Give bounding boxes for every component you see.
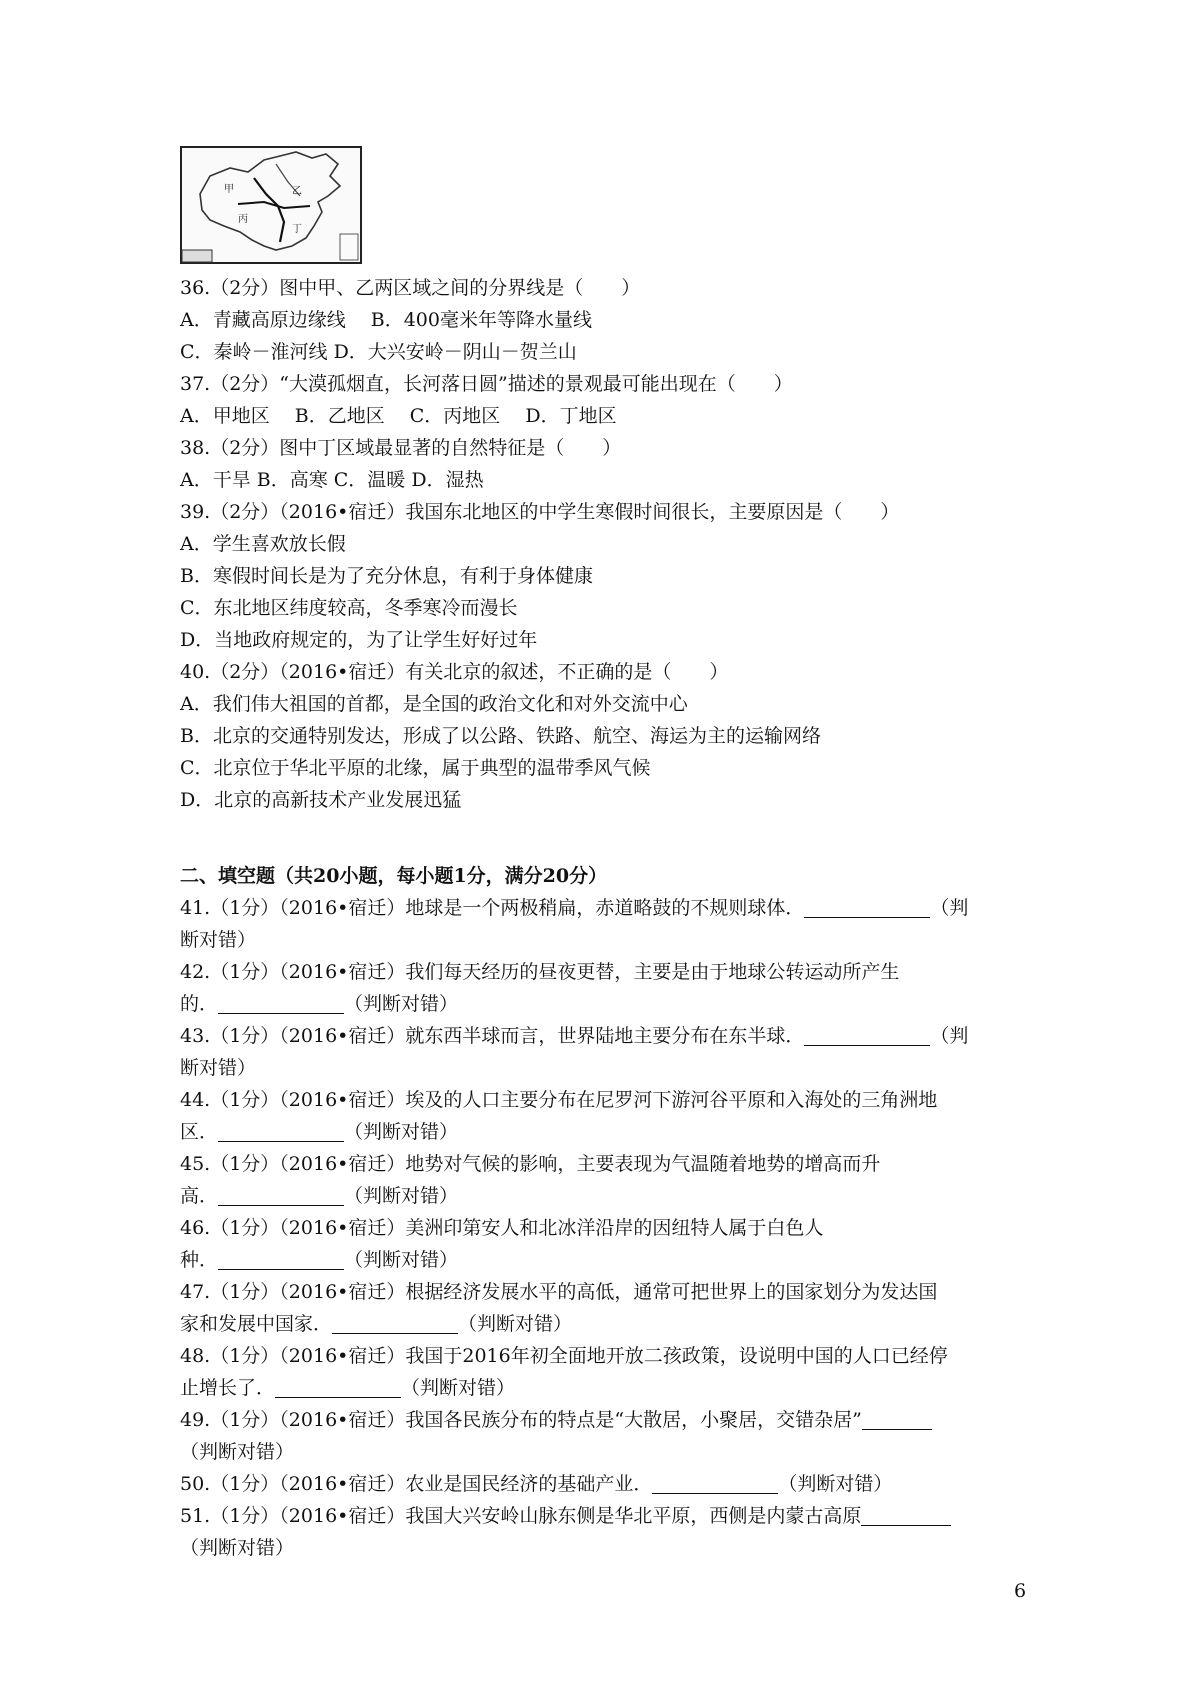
question-50-suffix: （判断对错） [778,1473,893,1495]
question-content [180,272,1030,1564]
question-44-line-1: 44.（1分）（2016•宿迁）埃及的人口主要分布在尼罗河下游河谷平原和入海处的三角洲地 [180,1089,938,1111]
question-51-line-1 [180,1500,1030,1532]
question-36-options-ab: A．青藏高原边缘线 B．400毫米年等降水量线 [180,309,592,331]
question-43-line-1 [180,1020,1030,1052]
question-48-text: 止增长了． [180,1377,276,1399]
question-37-stem: 37.（2分）“大漠孤烟直，长河落日圆”描述的景观最可能出现在（ ） [180,373,793,395]
question-45-suffix: （判断对错） [344,1185,459,1207]
question-46-line-1: 46.（1分）（2016•宿迁）美洲印第安人和北冰洋沿岸的因纽特人属于白色人 [180,1217,824,1239]
question-43-line-2: 断对错） [180,1057,257,1079]
china-regions-map [180,146,362,264]
question-45-line-2 [180,1180,1030,1212]
question-44-line-2 [180,1116,1030,1148]
question-40-option-a: A．我们伟大祖国的首都，是全国的政治文化和对外交流中心 [180,693,688,715]
question-48-line-2 [180,1372,1030,1404]
page-number: 6 [1014,1580,1027,1602]
question-39-option-c: C．东北地区纬度较高，冬季寒冷而漫长 [180,597,518,619]
question-51-text: 51.（1分）（2016•宿迁）我国大兴安岭山脉东侧是华北平原，西侧是内蒙古高原 [180,1505,862,1527]
question-44-answer-blank[interactable] [218,1121,344,1142]
question-41-line-2: 断对错） [180,929,257,951]
question-41-text: 41.（1分）（2016•宿迁）地球是一个两极稍扁，赤道略鼓的不规则球体． [180,897,805,919]
question-47-line-1: 47.（1分）（2016•宿迁）根据经济发展水平的高低，通常可把世界上的国家划分为发达国 [180,1281,938,1303]
question-40-stem: 40.（2分）（2016•宿迁）有关北京的叙述，不正确的是（ ） [180,661,729,683]
question-42-line-1: 42.（1分）（2016•宿迁）我们每天经历的昼夜更替，主要是由于地球公转运动所产生 [180,961,900,983]
question-39-option-b: B．寒假时间长是为了充分休息，有利于身体健康 [180,565,593,587]
question-40-option-b: B．北京的交通特别发达，形成了以公路、铁路、航空、海运为主的运输网络 [180,725,821,747]
question-39-option-d: D．当地政府规定的，为了让学生好好过年 [180,629,538,651]
question-40-option-d: D．北京的高新技术产业发展迅猛 [180,789,462,811]
question-44-suffix: （判断对错） [344,1121,459,1143]
question-36-options-cd: C．秦岭－淮河线 D．大兴安岭－阴山－贺兰山 [180,341,577,363]
question-37-options: A．甲地区 B．乙地区 C．丙地区 D．丁地区 [180,405,617,427]
question-46-line-2 [180,1244,1030,1276]
question-42-answer-blank[interactable] [218,993,344,1014]
question-47-text: 家和发展中国家． [180,1313,333,1335]
question-50-text: 50.（1分）（2016•宿迁）农业是国民经济的基础产业． [180,1473,653,1495]
question-39-stem: 39.（2分）（2016•宿迁）我国东北地区的中学生寒假时间很长，主要原因是（ ） [180,501,900,523]
question-43-suffix: （判 [930,1025,969,1047]
map-label-yi: 乙 [292,186,302,197]
map-label-bing: 丙 [238,214,248,225]
question-39-option-a: A．学生喜欢放长假 [180,533,346,555]
question-41-answer-blank[interactable] [804,897,930,918]
question-38-stem: 38.（2分）图中丁区域最显著的自然特征是（ ） [180,437,622,459]
question-40-option-c: C．北京位于华北平原的北缘，属于典型的温带季风气候 [180,757,651,779]
question-42-line-2 [180,988,1030,1020]
question-49-line-2: （判断对错） [180,1441,295,1463]
question-44-text: 区． [180,1121,219,1143]
question-45-text: 高． [180,1185,219,1207]
question-51-answer-blank[interactable] [861,1505,951,1526]
question-46-suffix: （判断对错） [344,1249,459,1271]
map-label-jia: 甲 [224,184,234,195]
question-47-line-2 [180,1308,1030,1340]
question-45-answer-blank[interactable] [218,1185,344,1206]
question-49-answer-blank[interactable] [862,1409,932,1430]
section-2-heading: 二、填空题（共20小题，每小题1分，满分20分） [180,865,608,887]
question-48-suffix: （判断对错） [401,1377,516,1399]
question-48-answer-blank[interactable] [275,1377,401,1398]
question-50-answer-blank[interactable] [652,1473,778,1494]
question-43-text: 43.（1分）（2016•宿迁）就东西半球而言，世界陆地主要分布在东半球． [180,1025,805,1047]
question-43-answer-blank[interactable] [804,1025,930,1046]
question-42-text: 的． [180,993,219,1015]
question-41-line-1 [180,892,1030,924]
question-41-suffix: （判 [930,897,969,919]
question-46-text: 种． [180,1249,219,1271]
question-47-answer-blank[interactable] [332,1313,458,1334]
question-46-answer-blank[interactable] [218,1249,344,1270]
question-45-line-1: 45.（1分）（2016•宿迁）地势对气候的影响，主要表现为气温随着地势的增高而升 [180,1153,881,1175]
question-48-line-1: 48.（1分）（2016•宿迁）我国于2016年初全面地开放二孩政策，设说明中国的人口已经停 [180,1345,948,1367]
question-50-line-1 [180,1468,1030,1500]
question-47-suffix: （判断对错） [458,1313,573,1335]
question-49-text: 49.（1分）（2016•宿迁）我国各民族分布的特点是“大散居，小聚居，交错杂居” [180,1409,862,1431]
question-49-line-1 [180,1404,1030,1436]
question-36-stem: 36.（2分）图中甲、乙两区域之间的分界线是（ ） [180,277,641,299]
map-label-ding: 丁 [292,224,302,235]
question-38-options: A．干旱 B．高寒 C．温暖 D．湿热 [180,469,484,491]
question-51-line-2: （判断对错） [180,1537,295,1559]
question-42-suffix: （判断对错） [344,993,459,1015]
